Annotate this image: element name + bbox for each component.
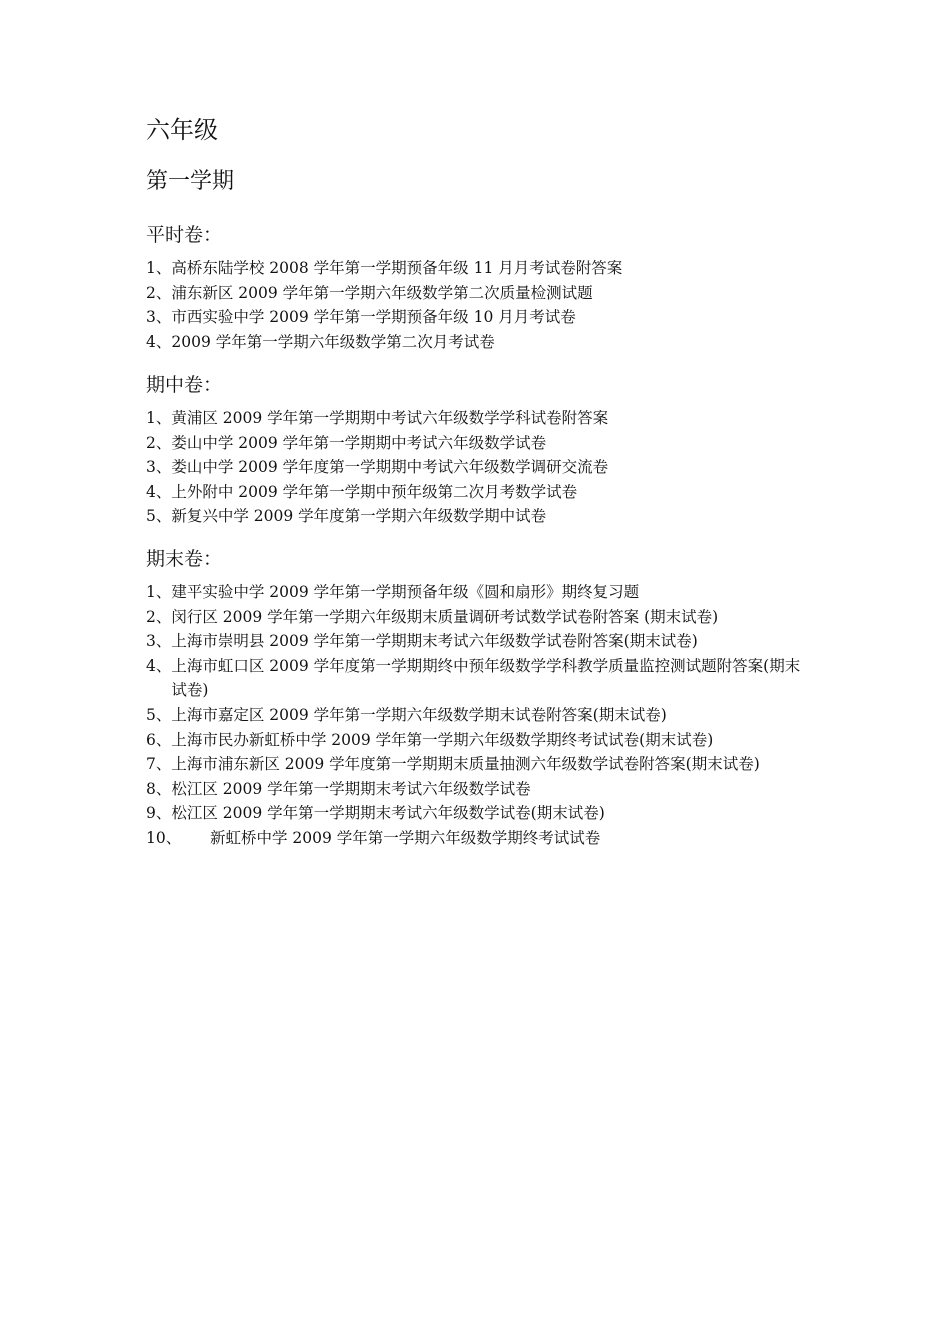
list-item (146, 455, 810, 480)
item-number: 3、 (146, 632, 172, 651)
item-text: 上海市虹口区 2009 学年度第一学期期终中预年级数学学科教学质量监控测试题附答案(期末试卷) (171, 656, 801, 700)
section-final-tests (146, 546, 810, 851)
test-list (146, 256, 810, 354)
item-text: 上外附中 2009 学年第一学期中预年级第二次月考数学试卷 (171, 482, 578, 501)
section-heading: 期中卷： (146, 374, 223, 396)
item-number: 3、 (146, 458, 172, 477)
list-item (146, 406, 810, 431)
item-text: 上海市浦东新区 2009 学年度第一学期期末质量抽测六年级数学试卷附答案(期末试卷) (171, 755, 760, 774)
item-number: 1、 (146, 259, 172, 277)
item-number: 3、 (146, 308, 172, 327)
list-item (146, 629, 810, 654)
item-text: 闵行区 2009 学年第一学期六年级期末质量调研考试数学试卷附答案 (期末试卷) (171, 607, 719, 626)
list-item (146, 605, 810, 630)
list-item (146, 281, 810, 306)
list-item (146, 728, 810, 753)
list-item (146, 654, 810, 703)
item-number: 1、 (146, 583, 172, 601)
item-text: 高桥东陆学校 2008 学年第一学期预备年级 11 月月考试卷附答案 (171, 259, 623, 277)
item-number: 4、 (146, 332, 172, 351)
list-item (146, 752, 810, 777)
item-number: 4、 (146, 656, 172, 675)
list-item (146, 480, 810, 505)
list-item (146, 431, 810, 456)
item-text: 浦东新区 2009 学年第一学期六年级数学第二次质量检测试题 (171, 283, 593, 302)
item-number: 2、 (146, 283, 172, 302)
item-number: 5、 (146, 705, 172, 724)
list-item (146, 256, 810, 281)
item-number: 10、 (146, 828, 182, 847)
item-number: 2、 (146, 607, 172, 626)
item-number: 5、 (146, 507, 172, 526)
item-number: 8、 (146, 779, 172, 798)
item-text: 建平实验中学 2009 学年第一学期预备年级《圆和扇形》期终复习题 (171, 583, 640, 601)
list-item (146, 826, 810, 851)
list-item (146, 580, 810, 605)
test-list (146, 406, 810, 529)
section-heading: 平时卷： (146, 224, 223, 246)
section-midterm-tests (146, 372, 810, 529)
list-item (146, 777, 810, 802)
item-text: 松江区 2009 学年第一学期期末考试六年级数学试卷 (171, 779, 531, 798)
list-item (146, 504, 810, 529)
item-number: 9、 (146, 804, 172, 823)
item-number: 7、 (146, 755, 172, 774)
item-text: 娄山中学 2009 学年第一学期期中考试六年级数学试卷 (171, 433, 547, 452)
item-text: 市西实验中学 2009 学年第一学期预备年级 10 月月考试卷 (171, 308, 576, 327)
item-number: 1、 (146, 409, 172, 427)
item-text: 黄浦区 2009 学年第一学期期中考试六年级数学学科试卷附答案 (171, 409, 609, 427)
item-text: 上海市崇明县 2009 学年第一学期期末考试六年级数学试卷附答案(期末试卷) (171, 632, 698, 651)
item-text: 2009 学年第一学期六年级数学第二次月考试卷 (171, 332, 495, 351)
list-item (146, 305, 810, 330)
item-number: 4、 (146, 482, 172, 501)
section-regular-tests (146, 222, 810, 354)
item-text: 新虹桥中学 2009 学年第一学期六年级数学期终考试试卷 (210, 828, 601, 847)
item-text: 上海市嘉定区 2009 学年第一学期六年级数学期末试卷附答案(期末试卷) (171, 705, 667, 724)
item-text: 娄山中学 2009 学年度第一学期期中考试六年级数学调研交流卷 (171, 458, 609, 477)
item-number: 2、 (146, 433, 172, 452)
list-item (146, 330, 810, 355)
item-text: 上海市民办新虹桥中学 2009 学年第一学期六年级数学期终考试试卷(期末试卷) (171, 730, 714, 749)
test-list (146, 580, 810, 851)
list-item (146, 801, 810, 826)
term-title: 第一学期 (146, 169, 235, 194)
item-text: 新复兴中学 2009 学年度第一学期六年级数学期中试卷 (171, 507, 547, 526)
grade-title: 六年级 (146, 116, 218, 144)
list-item (146, 703, 810, 728)
section-heading: 期末卷： (146, 548, 223, 570)
item-number: 6、 (146, 730, 172, 749)
item-text: 松江区 2009 学年第一学期期末考试六年级数学试卷(期末试卷) (171, 804, 605, 823)
